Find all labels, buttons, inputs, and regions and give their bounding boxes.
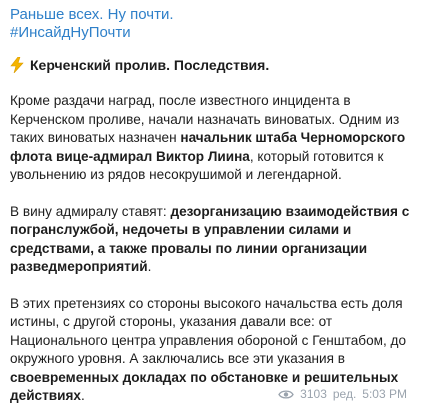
p2-text-c: . xyxy=(147,259,152,274)
edited-label: ред. xyxy=(332,387,357,401)
channel-name[interactable]: Раньше всех. Ну почти. xyxy=(10,6,174,23)
p3-text-c: . xyxy=(80,388,85,403)
p2-bold: дезорганизацию взаимодействия с погранслужбой, недочеты в управлении силами и средствами, а также провалы по линии организации разведмероприятий xyxy=(10,203,410,274)
view-count: 3103 xyxy=(300,387,327,401)
paragraph-2 xyxy=(10,203,411,277)
lightning-icon xyxy=(10,57,24,73)
p3-bold: своевременных докладах по обстановке и решительных действиях xyxy=(10,369,399,403)
p1-text-c: , который готовится к увольнению из рядов несокрушимой и легендарной. xyxy=(10,148,384,182)
eye-icon xyxy=(278,389,294,400)
post-title xyxy=(10,56,411,74)
hashtag-link[interactable]: #ИнсайдНуПочти xyxy=(10,24,131,41)
post-title-text: Керченский пролив. Последствия. xyxy=(30,57,270,73)
p2-text-a: В вину адмиралу ставят: xyxy=(10,203,171,219)
p1-text-a: Кроме раздачи наград, после известного инцидента в Керченском проливе, начали назначать виноватых. Одним из таких виноватых назначен xyxy=(10,93,400,145)
p3-text-a: В этих претензиях со стороны высокого начальства есть доля истины, с другой стороны, указания давали все: от Национального центра управления обороной с Генштабом, до окружного уровня. А заключались все эти указания в xyxy=(10,295,407,366)
message-meta xyxy=(278,387,407,401)
p1-bold: начальник штаба Черноморского флота вице-адмирал Виктор Лиина xyxy=(10,130,406,164)
paragraph-1 xyxy=(10,92,411,185)
post-time: 5:03 PM xyxy=(362,387,407,401)
